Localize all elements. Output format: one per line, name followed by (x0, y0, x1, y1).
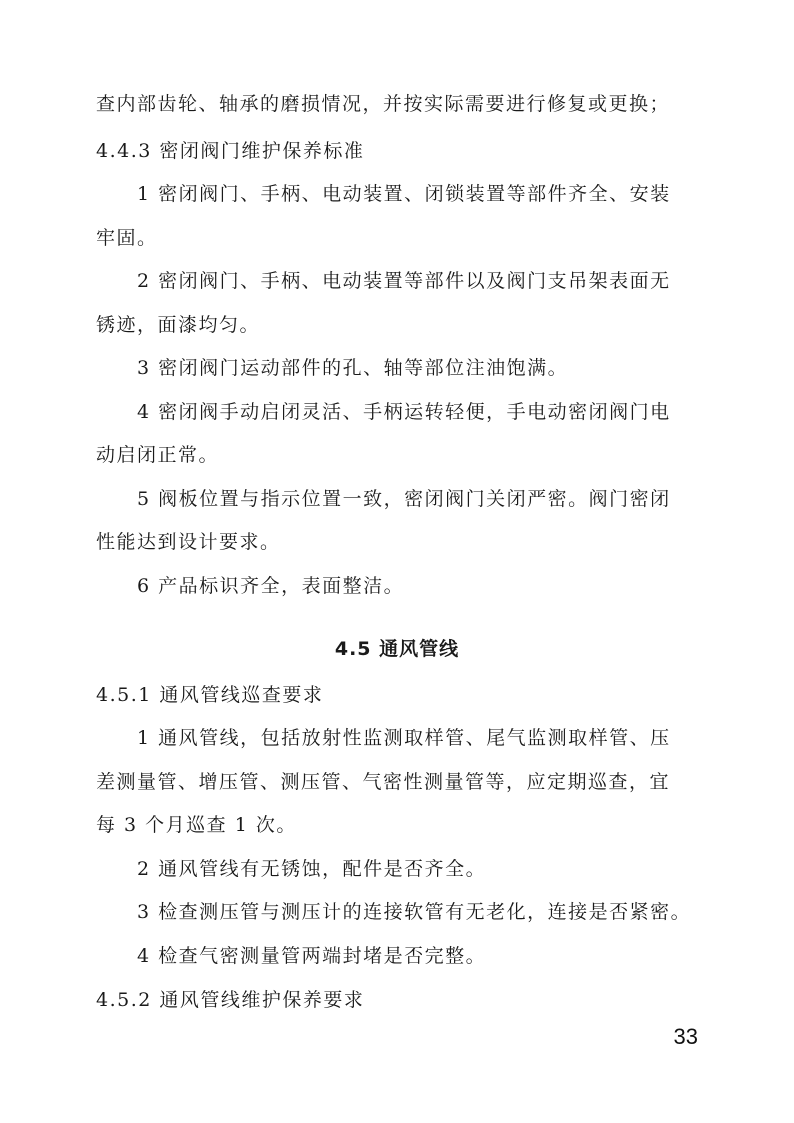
paragraph-line: 1 密闭阀门、手柄、电动装置、闭锁装置等部件齐全、安装 (137, 183, 671, 205)
paragraph-line: 6 产品标识齐全，表面整洁。 (137, 575, 405, 597)
paragraph-line: 5 阀板位置与指示位置一致，密闭阀门关闭严密。阀门密闭 (137, 488, 671, 510)
section-heading-4-5-2: 4.5.2 通风管线维护保养要求 (96, 989, 365, 1011)
paragraph-line: 2 密闭阀门、手柄、电动装置等部件以及阀门支吊架表面无 (137, 270, 671, 292)
paragraph-line: 3 检查测压管与测压计的连接软管有无老化，连接是否紧密。 (137, 901, 692, 923)
paragraph-line: 差测量管、增压管、测压管、气密性测量管等，应定期巡查，宜 (96, 771, 671, 793)
paragraph-line: 每 3 个月巡查 1 次。 (96, 814, 297, 836)
paragraph-line: 锈迹，面漆均匀。 (96, 314, 261, 336)
paragraph-line: 3 密闭阀门运动部件的孔、轴等部位注油饱满。 (137, 357, 569, 379)
paragraph-line: 查内部齿轮、轴承的磨损情况，并按实际需要进行修复或更换； (96, 93, 671, 115)
section-title-4-5: 4.5 通风管线 (334, 638, 460, 660)
paragraph-line: 2 通风管线有无锈蚀，配件是否齐全。 (137, 858, 487, 880)
paragraph-line: 牢固。 (96, 227, 158, 249)
section-heading-4-4-3: 4.4.3 密闭阀门维护保养标准 (96, 140, 365, 162)
paragraph-line: 1 通风管线，包括放射性监测取样管、尾气监测取样管、压 (137, 727, 671, 749)
paragraph-line: 4 密闭阀手动启闭灵活、手柄运转轻便，手电动密闭阀门电 (137, 401, 671, 423)
section-heading-4-5-1: 4.5.1 通风管线巡查要求 (96, 684, 324, 706)
paragraph-line: 动启闭正常。 (96, 444, 220, 466)
paragraph-line: 性能达到设计要求。 (96, 531, 281, 553)
page-number: 33 (673, 1024, 698, 1049)
paragraph-line: 4 检查气密测量管两端封堵是否完整。 (137, 945, 487, 967)
